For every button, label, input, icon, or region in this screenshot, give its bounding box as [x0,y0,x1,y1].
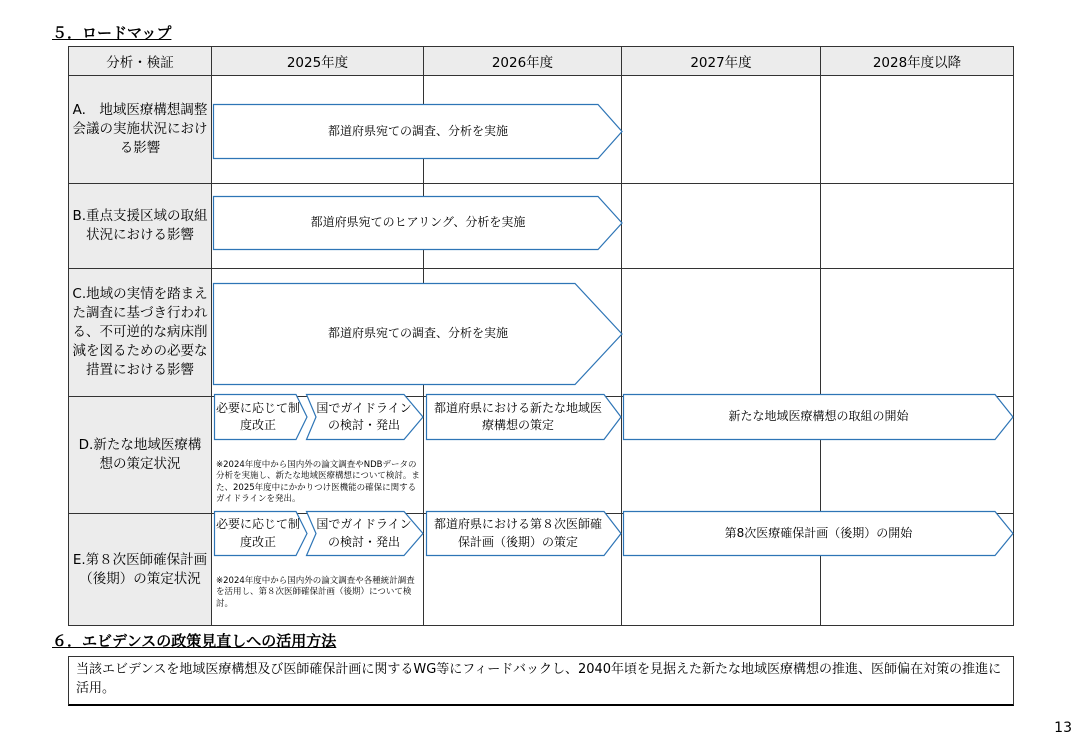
arrow-e-label-4: 第8次医療確保計画（後期）の開始 [724,525,913,540]
arrow-d-label-2: 国でガイドラインの検討・発出 [316,400,412,432]
cell [621,268,821,397]
row-label-e: E.第８次医師確保計画（後期）の策定状況 [68,513,212,626]
arrow-e-guideline [306,511,424,556]
arrow-e-start [623,511,1014,556]
evidence-section-title: ６．エビデンスの政策見直しへの活用方法 [52,632,337,650]
cell [820,183,1014,269]
arrow-d-prefecture [426,394,622,440]
header-analysis: 分析・検証 [68,46,212,76]
row-label-a: A. 地域医療構想調整会議の実施状況における影響 [68,75,212,184]
cell [820,268,1014,397]
roadmap-table [68,46,1014,626]
roadmap-section-title: ５．ロードマップ [52,24,172,42]
note-d: ※2024年度中から国内外の論文調査やNDBデータの分析を実施し、新たな地域医療構想について検討。また、2025年度中にかかりつけ医機能の確保に関するガイドラインを発出。 [216,460,420,505]
cell [621,183,821,269]
header-2028: 2028年度以降 [820,46,1014,76]
arrow-d-start [623,394,1014,440]
evidence-box [68,656,1014,706]
arrow-d-guideline [306,394,424,440]
arrow-e-law-revision [214,511,308,556]
arrow-d-label-3: 都道府県における新たな地域医療構想の策定 [433,400,602,432]
header-2026: 2026年度 [423,46,622,76]
arrow-e-label-2: 国でガイドラインの検討・発出 [316,517,412,549]
arrow-b-hearing [213,196,623,250]
arrow-e-prefecture [426,511,622,556]
note-e: ※2024年度中から国内外の論文調査や各種統計調査を活用し、第８次医師確保計画（後期）について検討。 [216,576,415,609]
arrow-a-label: 都道府県宛ての調査、分析を実施 [327,123,508,138]
arrow-d-label-4: 新たな地域医療構想の取組の開始 [728,409,909,424]
row-label-c: C.地域の実情を踏まえた調査に基づき行われる、不可逆的な病床削減を図るための必要な措置における影響 [68,268,212,397]
arrow-e-label-3: 都道府県における第８次医師確保計画（後期）の策定 [433,517,602,549]
arrow-e-label-1: 必要に応じて制度改正 [215,517,300,549]
arrow-b-label: 都道府県宛てのヒアリング、分析を実施 [310,215,526,230]
arrow-c-survey [213,283,623,385]
row-label-b: B.重点支援区域の取組状況における影響 [68,183,212,269]
page-number: 13 [1054,720,1072,736]
arrow-d-label-1: 必要に応じて制度改正 [215,400,300,432]
cell [621,75,821,184]
arrow-a-survey [213,104,623,159]
row-label-d: D.新たな地域医療構想の策定状況 [68,396,212,514]
header-2027: 2027年度 [621,46,821,76]
arrow-c-label: 都道府県宛ての調査、分析を実施 [327,326,508,341]
evidence-text: 当該エビデンスを地域医療構想及び医師確保計画に関するWG等にフィードバックし、2040年頃を見据えた新たな地域医療構想の推進、医師偏在対策の推進に活用。 [76,662,1002,696]
header-2025: 2025年度 [211,46,424,76]
cell [820,75,1014,184]
arrow-d-law-revision [214,394,308,440]
